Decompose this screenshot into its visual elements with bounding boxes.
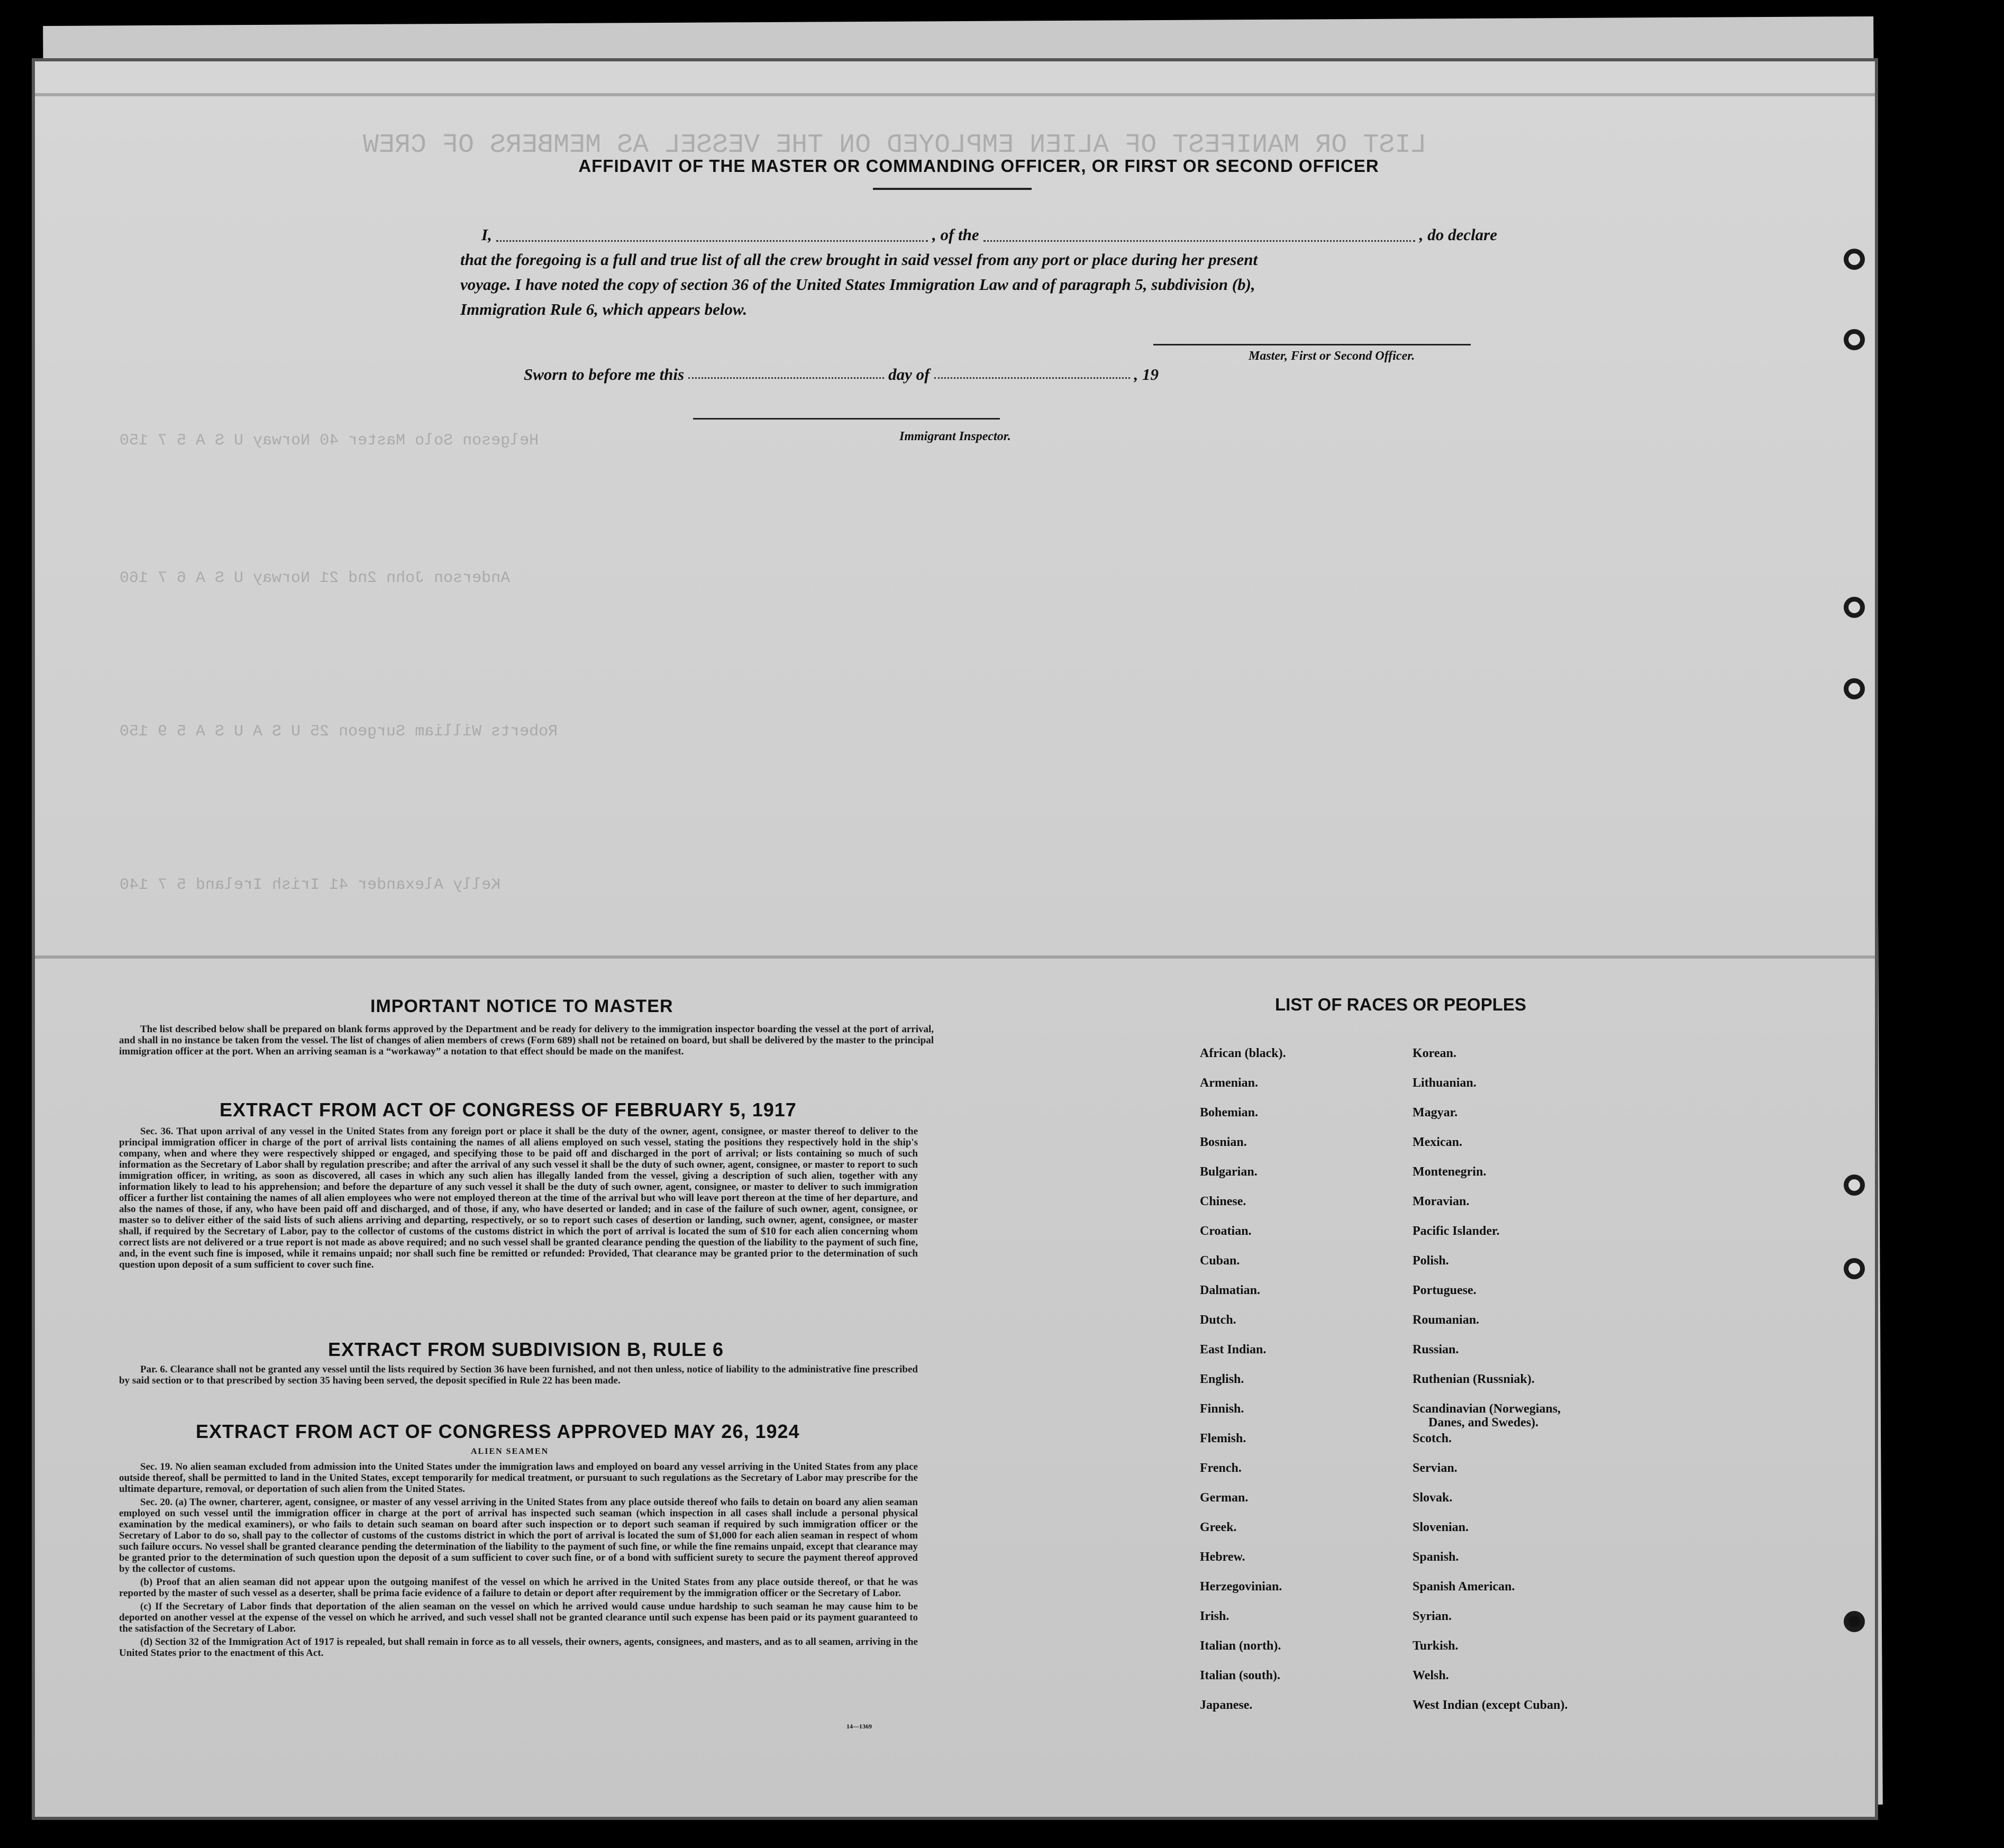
race-item: Welsh.: [1413, 1669, 1449, 1682]
punch-hole: [1844, 1611, 1865, 1632]
sworn-year-label: , 19: [1134, 365, 1159, 384]
race-item: Lithuanian.: [1413, 1076, 1477, 1090]
race-item: Armenian.: [1200, 1076, 1258, 1090]
race-item: Mexican.: [1413, 1135, 1462, 1149]
race-item: East Indian.: [1200, 1343, 1267, 1357]
race-item: Russian.: [1413, 1343, 1459, 1357]
race-item: Bulgarian.: [1200, 1165, 1258, 1179]
race-item: Montenegrin.: [1413, 1165, 1487, 1179]
race-item: Slovenian.: [1413, 1521, 1469, 1534]
extract-1917-text: Sec. 36. That upon arrival of any vessel in the United States from any foreign port or place it shall be the duty of the owner, agent, consignee, or master thereof to deliver to the principal immigration officer in charge of the port of arrival lists containing the names of all aliens employed on such vessel, stating the positions they respectively hold in the ship's company, when and where they were respectively shipped or engaged, and specifying those to be paid off and discharged in the port of arrival; or lists containing so much of such information as the Secretary of Labor shall by regulation prescribe; and after the arrival of any such vessel it shall be the duty of such owner, agent, consignee, or master to report to such immigration officer, in writing, as soon as discovered, all cases in which any such alien has illegally landed from the vessel, giving a description of such alien, together with any information likely to lead to his apprehension; and before the departure of any such vessel it shall be the duty of such owner, agent, consignee, or master to deliver to such immigration officer a further list containing the names of all alien employees who were not employed thereon at the time of the arrival but who will leave port thereon at the time of her departure, and also the names of those, if any, who have been paid off and discharged, and of those, if any, who have deserted or landed; and in case of the failure of such owner, agent, consignee, or master so to deliver either of the said lists of such aliens arriving and departing, respectively, or so to report such cases of desertion or landing, such owner, agent, consignee, or master shall, if required by the Secretary of Labor, pay to the collector of customs of the customs district in which the port of arrival is located the sum of $10 for each alien concerning whom correct lists are not delivered or a true report is not made as above required; and no such vessel shall be granted clearance pending the question of the liability to the payment of such fine, and, in the event such fine is imposed, while it remains unpaid; nor shall such fine be remitted or refunded: Provided, That clearance may be granted prior to the determination of such question upon deposit of a sum sufficient to cover such fine.: [119, 1126, 918, 1270]
race-item: Roumanian.: [1413, 1313, 1480, 1327]
race-item: Herzegovinian.: [1200, 1580, 1282, 1594]
race-item: Polish.: [1413, 1254, 1449, 1268]
race-item: Danes, and Swedes).: [1428, 1416, 1539, 1430]
inspector-signature-field[interactable]: [693, 418, 1000, 420]
bleed-through-text: Kelly Alexander 41 Irish Ireland 5 7 140: [120, 876, 501, 894]
race-item: Servian.: [1413, 1461, 1458, 1475]
race-item: Greek.: [1200, 1521, 1237, 1534]
extract-1924-text: Sec. 19. No alien seaman excluded from admission into the United States under the immigration laws and employed on board any vessel arriving in the United States from any place outside thereof, shall be permitted to land in the United States, except temporarily for medical treatment, or pursuant to such regulations as the Secretary of Labor may prescribe for the ultimate departure, removal, or deportation of such alien from the United States. Sec. 20. (a) The owner, charterer, agent, consignee, or master of any vessel arriving in the United States from any place outside thereof who fails to detain on board any alien seaman employed on such vessel until the immigration officer in charge at the port of arrival has inspected such seaman (which inspection in all cases shall include a personal physical examination by the medical examiners), or who fails to detain such seaman on board after such inspection or to deport such seaman if required by such immigration officer or the Secretary of Labor to do so, shall pay to the collector of customs of the customs district in which the port of arrival is located the sum of $1,000 for each alien seaman in respect of whom such failure occurs. No vessel shall be granted clearance pending the determination of the liability to the payment of such fine, or while the fine remains unpaid, except that clearance may be granted prior to the determination of such question upon the deposit of a sum sufficient to cover such fine, or of a bond with sufficient surety to secure the payment thereof approved by the collector of customs. (b) Proof that an alien seaman did not appear upon the outgoing manifest of the vessel on which he arrived in the United States from any place outside thereof, or that he was reported by the master of such vessel as a deserter, shall be prima facie evidence of a failure to detain or deport after requirement by the immigration officer or the Secretary of Labor. (c) If the Secretary of Labor finds that deportation of the alien seaman on the vessel on which he arrived would cause undue hardship to such seaman he may cause him to be deported on another vessel at the expense of the vessel on which he arrived, and such vessel shall not be granted clearance until such expense has been paid or its payment guaranteed to the satisfaction of the Secretary of Labor. (d) Section 32 of the Immigration Act of 1917 is repealed, but shall remain in force as to all vessels, their owners, agents, consignees, and masters, and as to all seamen, arriving in the United States prior to the enactment of this Act.: [119, 1461, 918, 1659]
race-item: Slovak.: [1413, 1491, 1453, 1505]
race-item: Portuguese.: [1413, 1283, 1477, 1297]
declaration-text: Immigration Rule 6, which appears below.: [460, 300, 748, 318]
race-item: German.: [1200, 1491, 1249, 1505]
race-item: Pacific Islander.: [1413, 1224, 1500, 1238]
vessel-prefix: , of the: [932, 225, 979, 244]
extract-1924-title: EXTRACT FROM ACT OF CONGRESS APPROVED MAY 26, 1924: [196, 1421, 800, 1442]
sworn-line: [524, 365, 1159, 384]
sworn-month-field[interactable]: [934, 365, 1130, 379]
race-item: Moravian.: [1413, 1195, 1470, 1208]
race-item: Cuban.: [1200, 1254, 1240, 1268]
punch-hole: [1844, 597, 1865, 618]
punch-hole: [1844, 249, 1865, 270]
race-item: West Indian (except Cuban).: [1413, 1698, 1568, 1712]
affidavit-title: AFFIDAVIT OF THE MASTER OR COMMANDING OFFICER, OR FIRST OR SECOND OFFICER: [578, 156, 1379, 176]
race-item: Scandinavian (Norwegians,: [1413, 1402, 1561, 1416]
race-item: Dalmatian.: [1200, 1283, 1260, 1297]
bleed-through-text: LIST OR MANIFEST OF ALIEN EMPLOYED ON THE VESSEL AS MEMBERS OF CREW: [363, 130, 1427, 160]
fold-line: [35, 93, 1875, 96]
race-item: Chinese.: [1200, 1195, 1246, 1208]
race-item: Flemish.: [1200, 1432, 1246, 1445]
race-item: Magyar.: [1413, 1106, 1458, 1119]
race-item: Korean.: [1413, 1046, 1456, 1060]
master-signature-label: Master, First or Second Officer.: [1249, 349, 1415, 363]
declaration-text: voyage. I have noted the copy of section 36 of the United States Immigration Law and of paragraph 5, subdivision (b),: [460, 275, 1255, 294]
race-item: Japanese.: [1200, 1698, 1253, 1712]
title-underline: [873, 188, 1032, 190]
punch-hole: [1844, 678, 1865, 699]
race-item: Italian (south).: [1200, 1669, 1281, 1682]
declaration-text: that the foregoing is a full and true list of all the crew brought in said vessel from any port or place during her present: [460, 250, 1258, 269]
extract-rule6-title: EXTRACT FROM SUBDIVISION B, RULE 6: [328, 1339, 724, 1360]
race-item: Bosnian.: [1200, 1135, 1247, 1149]
declaration-line: [460, 222, 1497, 247]
notice-text: The list described below shall be prepared on blank forms approved by the Department and be ready for delivery to the immigration inspector boarding the vessel at the port of arrival, and shall in no instance be taken from the vessel. The list of changes of alien members of crews (Form 689) shall not be retained on board, but shall be delivered by the master to the principal immigration officer at the port. When an arriving seaman is a “workaway” a notation to that effect should be made on the manifest.: [119, 1024, 934, 1057]
race-item: Croatian.: [1200, 1224, 1252, 1238]
race-item: Scotch.: [1413, 1432, 1452, 1445]
extract-1917-title: EXTRACT FROM ACT OF CONGRESS OF FEBRUARY 5, 1917: [220, 1099, 797, 1121]
race-item: French.: [1200, 1461, 1242, 1475]
race-item: Syrian.: [1413, 1609, 1452, 1623]
sworn-day-field[interactable]: [688, 365, 884, 379]
declarant-prefix: I,: [481, 225, 492, 244]
master-signature-field[interactable]: [1153, 344, 1471, 345]
vessel-name-field[interactable]: [983, 222, 1415, 242]
race-item: Ruthenian (Russniak).: [1413, 1372, 1535, 1386]
declare-suffix: , do declare: [1419, 225, 1498, 244]
declarant-name-field[interactable]: [496, 222, 928, 242]
races-column-1: [1200, 1046, 1286, 1728]
sworn-day-label: day of: [888, 365, 930, 384]
race-item: Spanish.: [1413, 1550, 1459, 1564]
race-item: Italian (north).: [1200, 1639, 1281, 1653]
races-column-2: [1413, 1046, 1568, 1728]
races-title: LIST OF RACES OR PEOPLES: [1275, 995, 1526, 1014]
race-item: Finnish.: [1200, 1402, 1244, 1416]
bleed-through-text: Roberts William Surgeon 25 U S A U S A 5 9 150: [120, 723, 558, 741]
race-item: Bohemian.: [1200, 1106, 1259, 1119]
race-item: Dutch.: [1200, 1313, 1236, 1327]
extract-1924-subtitle: ALIEN SEAMEN: [471, 1447, 549, 1456]
extract-rule6-text: Par. 6. Clearance shall not be granted any vessel until the lists required by Section 36 have been furnished, and not then unless, notice of liability to the administrative fine prescribed by said section or to that prescribed by section 35 having been served, the deposit specified in Rule 22 has been made.: [119, 1364, 918, 1386]
form-number: 14—1369: [846, 1723, 872, 1730]
race-item: African (black).: [1200, 1046, 1286, 1060]
sworn-prefix: Sworn to before me this: [524, 365, 685, 384]
race-item: English.: [1200, 1372, 1244, 1386]
notice-title: IMPORTANT NOTICE TO MASTER: [370, 996, 673, 1016]
race-item: Hebrew.: [1200, 1550, 1245, 1564]
bleed-through-text: Anderson John 2nd 21 Norway U S A 6 7 160: [120, 569, 511, 587]
punch-hole: [1844, 1258, 1865, 1279]
race-item: Turkish.: [1413, 1639, 1459, 1653]
race-item: Spanish American.: [1413, 1580, 1515, 1594]
inspector-label: Immigrant Inspector.: [899, 430, 1011, 443]
punch-hole: [1844, 1175, 1865, 1196]
fold-line: [35, 955, 1875, 959]
race-item: Irish.: [1200, 1609, 1229, 1623]
affidavit-body: [460, 222, 1497, 322]
bleed-through-text: Helgeson Solo Master 40 Norway U S A 5 7 150: [120, 432, 539, 450]
punch-hole: [1844, 329, 1865, 350]
